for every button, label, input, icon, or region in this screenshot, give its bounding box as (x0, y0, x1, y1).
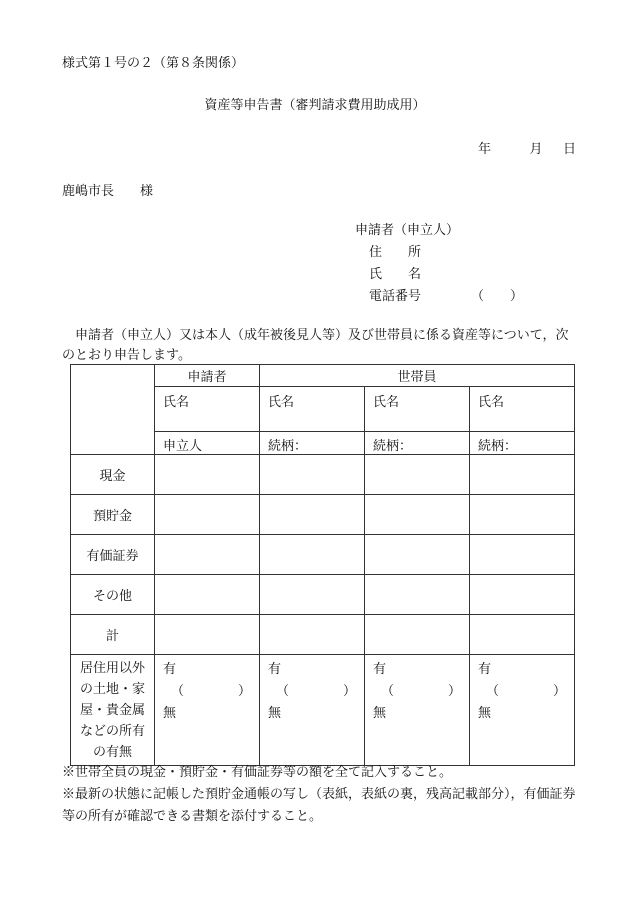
other-assets-cell[interactable] (260, 655, 365, 766)
securities-input[interactable] (365, 535, 470, 575)
other-assets-cell[interactable] (155, 655, 260, 766)
cash-input[interactable] (155, 455, 260, 495)
securities-input[interactable] (470, 535, 575, 575)
other-input[interactable] (470, 575, 575, 615)
paren-close: ） (237, 684, 251, 699)
form-number: 様式第１号の２（第８条関係） (62, 56, 245, 71)
applicant-heading: 申請者（申立人） (355, 223, 460, 238)
cash-input[interactable] (260, 455, 365, 495)
paren-open: （ (171, 684, 185, 699)
yes-option[interactable]: 有 (478, 662, 492, 677)
paren-close: ） (553, 684, 567, 699)
phone-label: 電話番号 (369, 289, 422, 304)
name-label: 氏 名 (369, 267, 422, 282)
relation-field[interactable]: 続柄： (470, 432, 575, 455)
other-assets-line: などの所有 (79, 723, 145, 739)
note-1: ※世帯全員の現金・預貯金・有価証券等の額を全て記入すること。 (62, 765, 453, 780)
savings-input[interactable] (155, 495, 260, 535)
paren-close: ） (447, 684, 461, 699)
date-month: 月 (529, 142, 543, 157)
cash-input[interactable] (470, 455, 575, 495)
date-year: 年 (478, 142, 492, 157)
col-household: 世帯員 (260, 365, 575, 387)
no-option[interactable]: 無 (373, 706, 387, 721)
phone-row (355, 286, 523, 308)
yes-option[interactable]: 有 (268, 662, 282, 677)
paren-open: （ (486, 684, 500, 699)
total-input[interactable] (365, 615, 470, 655)
savings-input[interactable] (365, 495, 470, 535)
other-input[interactable] (260, 575, 365, 615)
document-title: 資産等申告書（審判請求費用助成用） (204, 98, 426, 113)
date-line (478, 138, 576, 157)
no-option[interactable]: 無 (163, 706, 177, 721)
paren-open: （ (276, 684, 290, 699)
other-assets-line: 屋・貴金属 (79, 702, 145, 718)
row-label-securities: 有価証券 (71, 535, 155, 575)
other-input[interactable] (155, 575, 260, 615)
total-input[interactable] (470, 615, 575, 655)
relation-field[interactable]: 続柄： (260, 432, 365, 455)
detail-parens[interactable] (478, 681, 566, 703)
other-input[interactable] (365, 575, 470, 615)
paren-open: （ (381, 684, 395, 699)
detail-parens[interactable] (268, 681, 356, 703)
col-applicant: 申請者 (155, 365, 260, 387)
applicant-relation: 申立人 (155, 432, 260, 455)
assets-table (70, 364, 575, 766)
row-label-other: その他 (71, 575, 155, 615)
date-day: 日 (562, 142, 576, 157)
no-option[interactable]: 無 (478, 706, 492, 721)
phone-parens: （ ） (471, 289, 524, 304)
other-assets-cell[interactable] (365, 655, 470, 766)
total-input[interactable] (260, 615, 365, 655)
notes (62, 762, 582, 828)
securities-input[interactable] (260, 535, 365, 575)
name-field[interactable]: 氏名 (470, 387, 575, 432)
yes-option[interactable]: 有 (163, 662, 177, 677)
relation-field[interactable]: 続柄： (365, 432, 470, 455)
row-label-savings: 預貯金 (71, 495, 155, 535)
securities-input[interactable] (155, 535, 260, 575)
intro-text: 申請者（申立人）又は本人（成年被後見人等）及び世帯員に係る資産等について，次のとおり申告します。 (62, 328, 569, 363)
total-input[interactable] (155, 615, 260, 655)
row-label-cash: 現金 (71, 455, 155, 495)
applicant-block (355, 220, 523, 308)
detail-parens[interactable] (163, 681, 251, 703)
savings-input[interactable] (470, 495, 575, 535)
name-field[interactable]: 氏名 (260, 387, 365, 432)
addressee: 鹿嶋市長 様 (62, 184, 154, 199)
address-label: 住 所 (369, 245, 422, 260)
other-assets-line: 居住用以外 (79, 660, 145, 676)
yes-option[interactable]: 有 (373, 662, 387, 677)
name-field[interactable]: 氏名 (155, 387, 260, 432)
paren-close: ） (342, 684, 356, 699)
savings-input[interactable] (260, 495, 365, 535)
other-assets-cell[interactable] (470, 655, 575, 766)
detail-parens[interactable] (373, 681, 461, 703)
other-assets-line: の土地・家 (79, 681, 145, 697)
cash-input[interactable] (365, 455, 470, 495)
name-field[interactable]: 氏名 (365, 387, 470, 432)
row-label-other-assets (71, 655, 155, 766)
no-option[interactable]: 無 (268, 706, 282, 721)
note-2: ※最新の状態に記帳した預貯金通帳の写し（表紙，表紙の裏，残高記載部分），有価証券等の所有が確認できる書類を添付すること。 (62, 787, 576, 824)
other-assets-line: の有無 (92, 744, 132, 760)
table-corner (71, 365, 155, 455)
row-label-total: 計 (71, 615, 155, 655)
